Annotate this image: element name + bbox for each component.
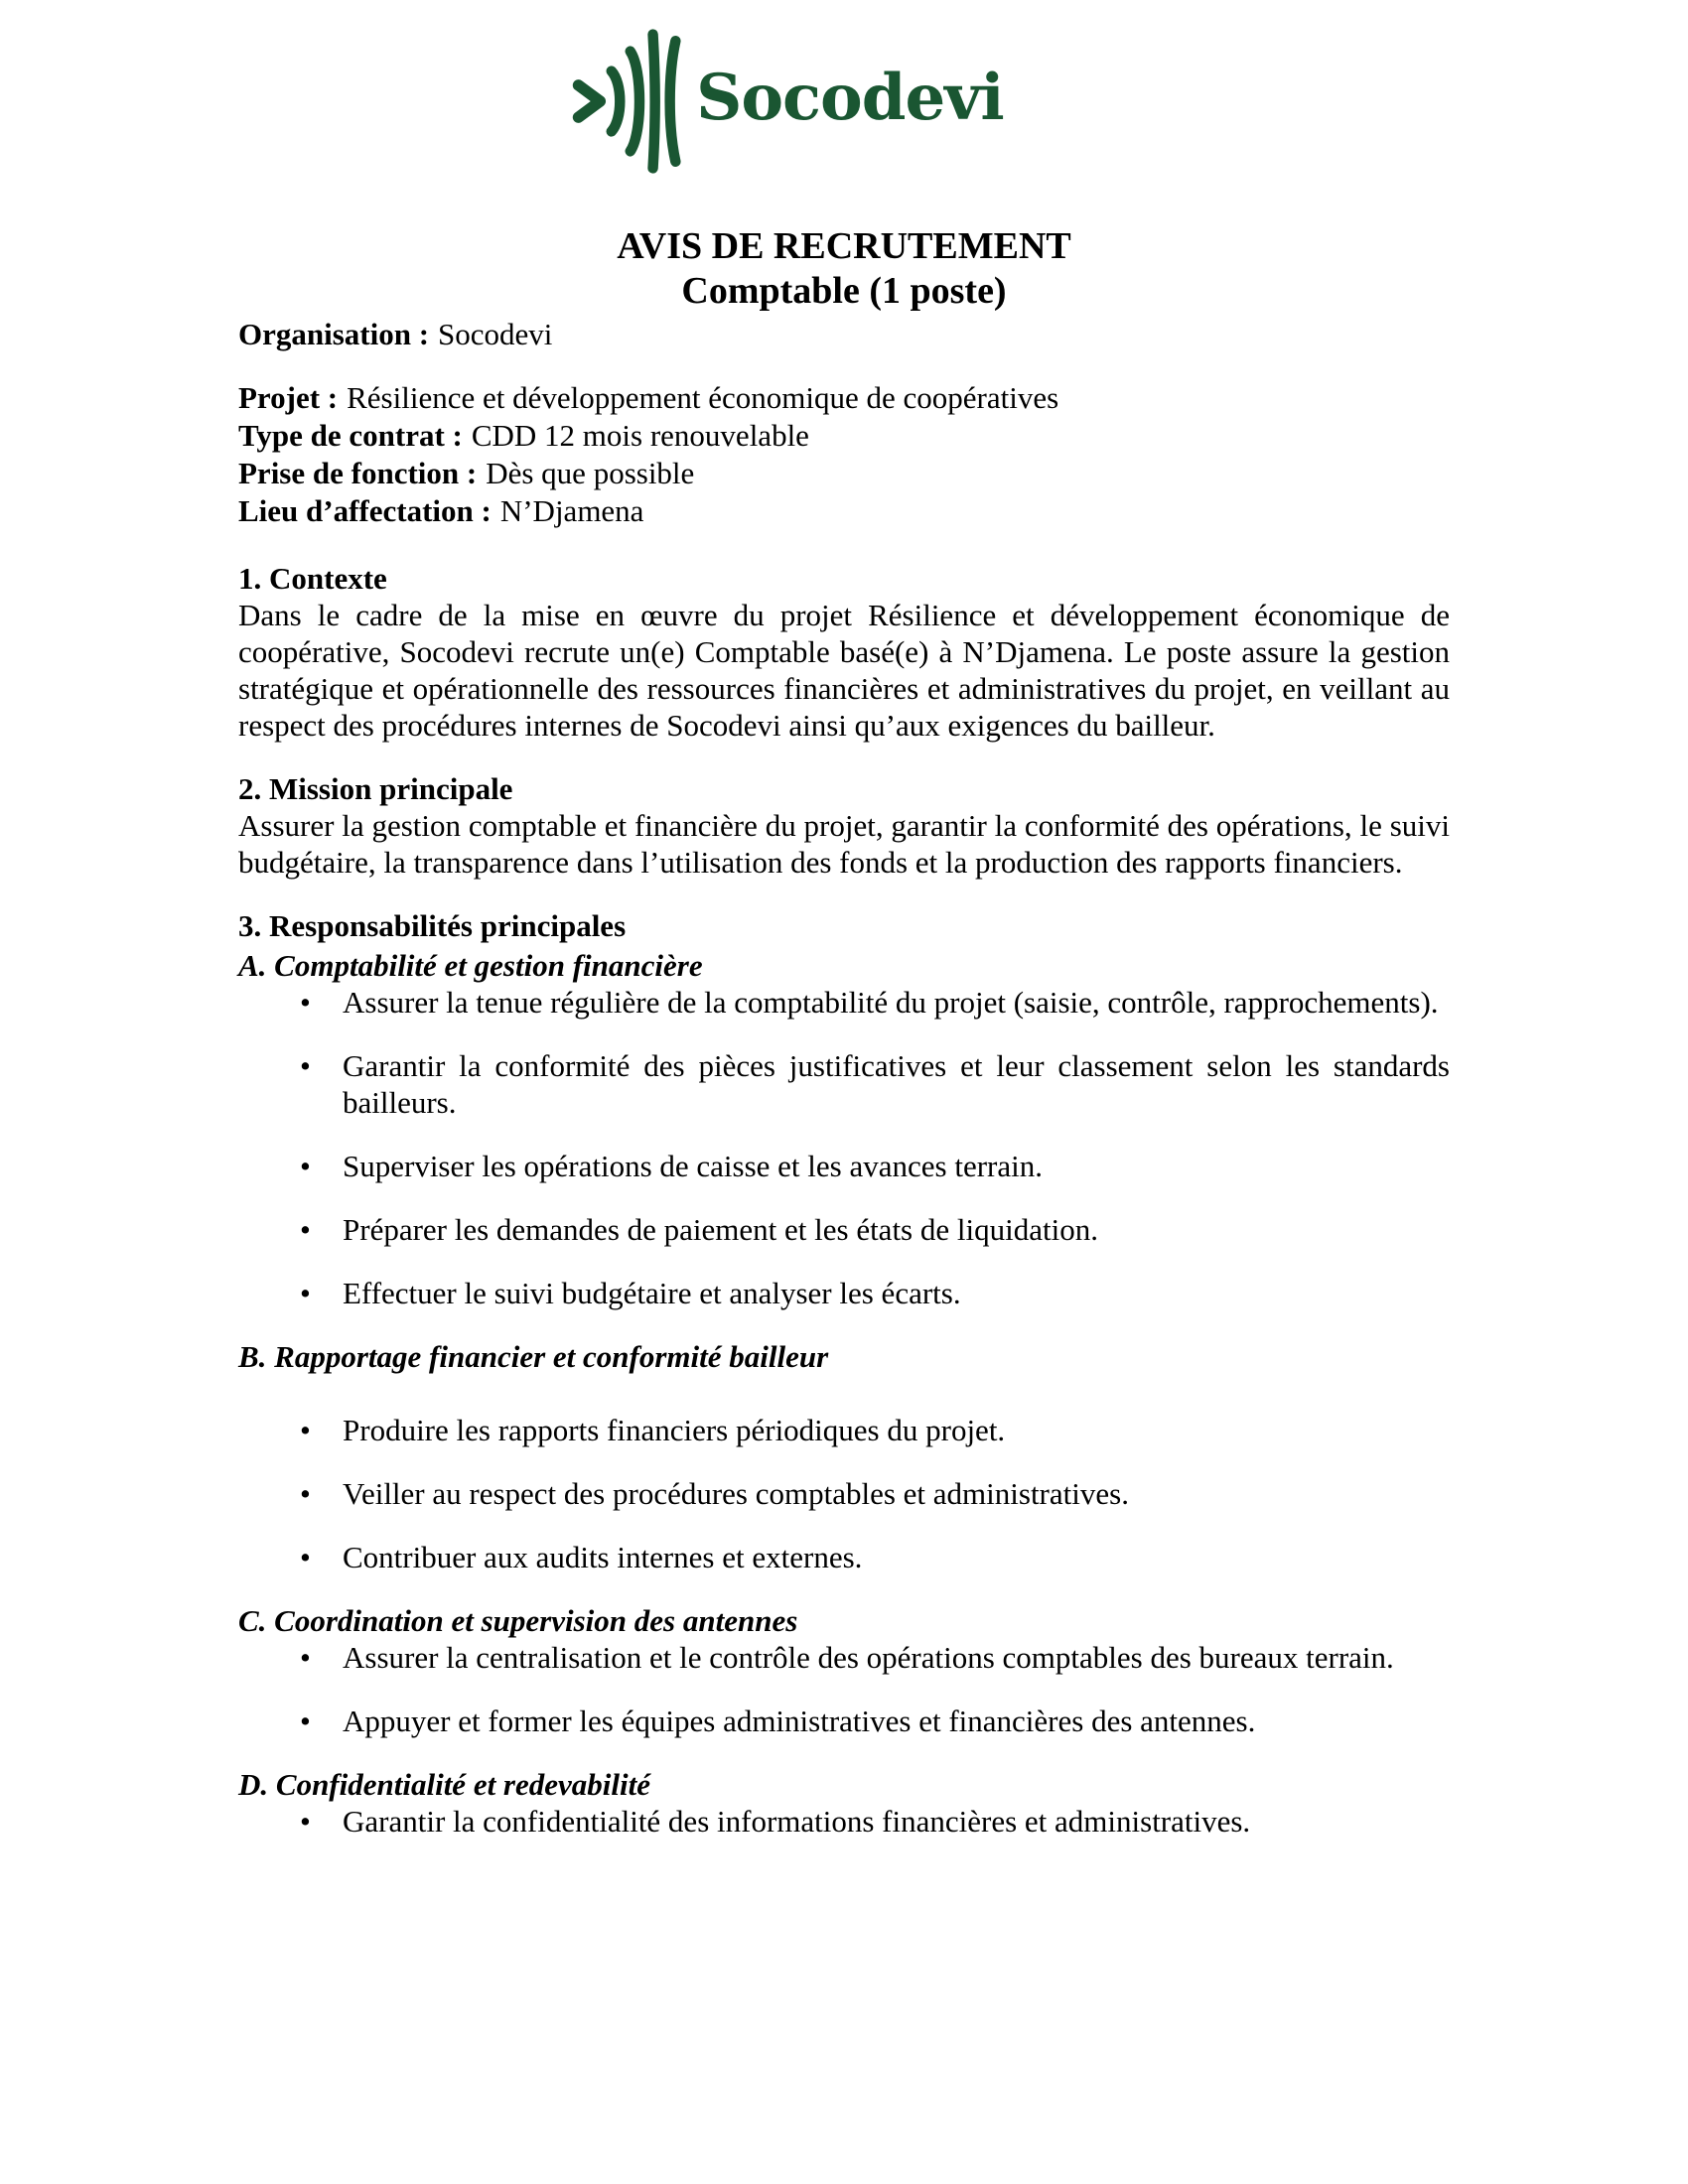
organisation-label: Organisation : (238, 317, 430, 351)
bullet-item (238, 1803, 1450, 1840)
section-responsabilites (238, 907, 1450, 1840)
bullet-item (238, 1539, 1450, 1575)
detail-value: Résilience et développement économique de coopératives (347, 380, 1059, 415)
bullet-icon: • (300, 1804, 311, 1839)
bullet-icon: • (300, 1212, 311, 1247)
bullet-text: Veiller au respect des procédures comptables et administratives. (343, 1476, 1129, 1511)
bullet-item (238, 1211, 1450, 1248)
detail-label: Type de contrat : (238, 418, 463, 453)
page-subtitle: Comptable (1 poste) (681, 270, 1007, 312)
bullet-icon: • (300, 1149, 311, 1183)
section-heading-contexte: 1. Contexte (238, 561, 387, 596)
section-contexte (238, 560, 1450, 744)
subsection-heading-d: D. Confidentialité et redevabilité (238, 1767, 650, 1802)
detail-row-fonction (238, 455, 1450, 492)
page-title: AVIS DE RECRUTEMENT (617, 225, 1071, 267)
section-heading-mission: 2. Mission principale (238, 771, 513, 806)
bullet-text: Garantir la conformité des pièces justificatives et leur classement selon les standards bailleurs. (343, 1048, 1450, 1120)
bullet-icon: • (300, 985, 311, 1020)
bullet-icon: • (300, 1276, 311, 1310)
organisation-line (238, 316, 1450, 352)
section-paragraph-contexte: Dans le cadre de la mise en œuvre du projet Résilience et développement économique de coopérative, Socodevi recrute un(e) Comptable basé(e) à N’Djamena. Le poste assure la gestion stratégique et opérationnelle des ressources financières et administratives du projet, en veillant au respect des procédures internes de Socodevi ainsi qu’aux exigences du bailleur. (238, 598, 1450, 743)
organisation-value: Socodevi (438, 317, 553, 351)
bullet-text: Assurer la tenue régulière de la comptabilité du projet (saisie, contrôle, rapprochements). (343, 985, 1439, 1020)
bullet-item (238, 1047, 1450, 1121)
detail-label: Lieu d’affectation : (238, 493, 492, 528)
subsection-heading-c: C. Coordination et supervision des antennes (238, 1603, 798, 1638)
bullet-item (238, 1148, 1450, 1184)
detail-value: CDD 12 mois renouvelable (471, 418, 809, 453)
bullet-icon: • (300, 1048, 311, 1083)
bullet-icon: • (300, 1704, 311, 1738)
socodevi-logo (0, 0, 1630, 177)
bullet-icon: • (300, 1640, 311, 1675)
bullet-text: Préparer les demandes de paiement et les états de liquidation. (343, 1212, 1098, 1247)
bullet-item (238, 984, 1450, 1021)
bullet-item (238, 1703, 1450, 1739)
socodevi-logo-text: Socodevi (696, 61, 1004, 135)
bullet-item (238, 1639, 1450, 1676)
detail-label: Prise de fonction : (238, 456, 478, 490)
bullet-text: Produire les rapports financiers périodiques du projet. (343, 1413, 1006, 1447)
bullet-icon: • (300, 1476, 311, 1511)
detail-label: Projet : (238, 380, 339, 415)
bullet-text: Garantir la confidentialité des informations financières et administratives. (343, 1804, 1251, 1839)
details-block (238, 379, 1450, 530)
detail-row-projet (238, 379, 1450, 417)
detail-row-affectation (238, 492, 1450, 530)
bullet-text: Contribuer aux audits internes et externes. (343, 1540, 863, 1574)
bullet-text: Superviser les opérations de caisse et les avances terrain. (343, 1149, 1043, 1183)
document-body (238, 224, 1450, 1840)
section-mission (238, 770, 1450, 881)
detail-value: N’Djamena (499, 493, 644, 528)
section-paragraph-mission: Assurer la gestion comptable et financière du projet, garantir la conformité des opérations, le suivi budgétaire, la transparence dans l’utilisation des fonds et la production des rapports financiers. (238, 808, 1450, 880)
section-heading-responsabilites: 3. Responsabilités principales (238, 908, 627, 943)
bullet-item (238, 1475, 1450, 1512)
bullet-text: Assurer la centralisation et le contrôle des opérations comptables des bureaux terrain. (343, 1640, 1394, 1675)
detail-value: Dès que possible (486, 456, 695, 490)
bullet-icon: • (300, 1540, 311, 1574)
socodevi-mark-icon (569, 26, 686, 177)
detail-row-contrat (238, 417, 1450, 455)
subsection-heading-b: B. Rapportage financier et conformité bailleur (238, 1339, 829, 1374)
subsection-heading-a: A. Comptabilité et gestion financière (238, 948, 703, 983)
bullet-icon: • (300, 1413, 311, 1447)
bullet-item (238, 1412, 1450, 1448)
bullet-item (238, 1275, 1450, 1311)
bullet-text: Effectuer le suivi budgétaire et analyser les écarts. (343, 1276, 961, 1310)
bullet-text: Appuyer et former les équipes administratives et financières des antennes. (343, 1704, 1256, 1738)
